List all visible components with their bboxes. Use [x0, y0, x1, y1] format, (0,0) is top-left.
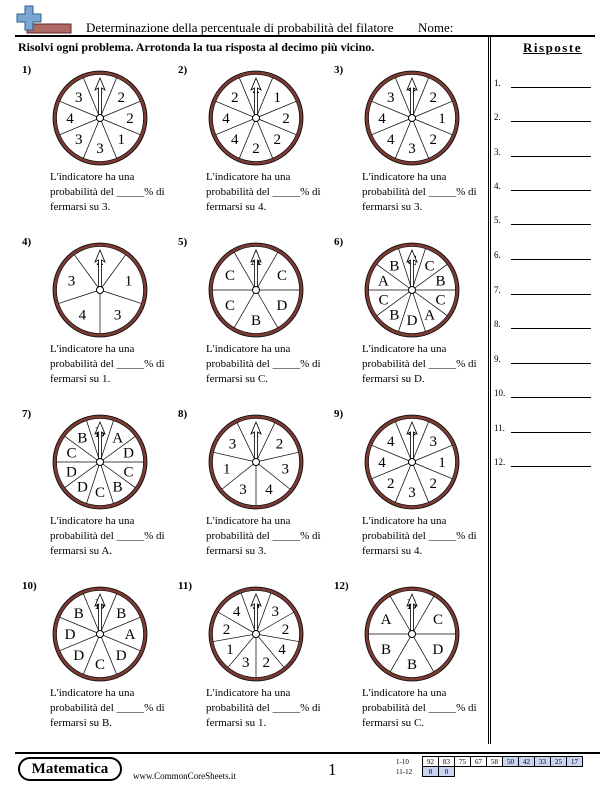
- problem-text-line: probabilità del _____% di: [206, 358, 321, 370]
- problem: [22, 580, 177, 750]
- sector-label: A: [378, 273, 389, 290]
- score-cell: 92: [423, 757, 439, 767]
- spinner: [206, 412, 306, 512]
- sector-label: C: [432, 612, 443, 628]
- spinner-hub: [253, 287, 260, 294]
- score-cell: 83: [439, 757, 455, 767]
- problem-text-line: probabilità del _____% di: [206, 530, 321, 542]
- page-title: Determinazione della percentuale di probabilità del filatore: [86, 20, 394, 35]
- sector-label: 2: [273, 132, 281, 149]
- sector-label: 1: [223, 461, 231, 478]
- problem-text-line: L'indicatore ha una: [362, 515, 447, 527]
- problem-text: [50, 342, 180, 387]
- spinner: [50, 240, 150, 340]
- sector-label: 3: [281, 461, 289, 478]
- problem-text-line: [50, 200, 180, 215]
- sector-label: C: [123, 464, 134, 481]
- problem-number: 7): [22, 408, 32, 420]
- problem-text-line: probabilità del _____% di: [206, 186, 321, 198]
- sector-label: B: [250, 313, 262, 329]
- sector-label: C: [435, 292, 446, 309]
- problem-text-line: L'indicatore ha una: [206, 687, 291, 699]
- problem-text-line: [50, 544, 180, 559]
- sector-label: 3: [67, 273, 76, 290]
- answer-number: 12.: [494, 457, 506, 467]
- problem-number: 1): [22, 64, 32, 76]
- sector-label: C: [378, 292, 389, 309]
- problem: [22, 408, 177, 578]
- sector-label: A: [112, 430, 124, 447]
- problem-text-line: L'indicatore ha una: [50, 171, 135, 183]
- problem-text-line: [362, 716, 492, 731]
- spinner-hub: [97, 287, 104, 294]
- sector-label: 3: [271, 604, 280, 621]
- problem-text-prefix: fermarsi su: [50, 717, 102, 729]
- sector-label: 4: [378, 455, 386, 471]
- problem-text-line: probabilità del _____% di: [362, 530, 477, 542]
- problem-target: 4.: [413, 545, 423, 557]
- answer-row: [494, 354, 594, 370]
- score-cell: 42: [519, 757, 535, 767]
- sector-label: 2: [275, 436, 284, 453]
- answer-row: [494, 457, 594, 473]
- sector-label: 4: [232, 604, 241, 621]
- answer-row: [494, 250, 594, 266]
- answers-title: Risposte: [523, 40, 582, 55]
- problem-number: 3): [334, 64, 344, 76]
- problem-text: [362, 170, 492, 215]
- sector-label: A: [124, 627, 136, 643]
- problem-text: [50, 686, 180, 731]
- problem: [334, 580, 489, 750]
- problem-text-line: [206, 200, 336, 215]
- sector-label: 4: [278, 642, 286, 658]
- answer-number: 9.: [494, 354, 501, 364]
- problem-text: [50, 170, 180, 215]
- score-cell: 67: [471, 757, 487, 767]
- problem-number: 9): [334, 408, 344, 420]
- problem-target: D.: [413, 373, 425, 385]
- score-cell: 58: [487, 757, 503, 767]
- site-url: www.CommonCoreSheets.it: [133, 771, 236, 781]
- problem-text: [206, 170, 336, 215]
- answer-row: [494, 181, 594, 197]
- problem-number: 12): [334, 580, 349, 592]
- sector-label: D: [123, 445, 134, 462]
- answer-blank[interactable]: [511, 466, 591, 467]
- answer-row: [494, 319, 594, 335]
- problem-text-line: [50, 372, 180, 387]
- sector-label: 1: [117, 132, 125, 149]
- spinner: [50, 584, 150, 684]
- sector-label: 2: [126, 111, 134, 127]
- problem: [178, 236, 333, 406]
- problem-text-prefix: fermarsi su: [362, 201, 414, 213]
- sector-label: 2: [282, 111, 290, 127]
- problem-text: [362, 686, 492, 731]
- problem-text-line: [206, 544, 336, 559]
- brand-badge: Matematica: [18, 757, 122, 781]
- sector-label: 3: [239, 482, 247, 499]
- problem-number: 8): [178, 408, 188, 420]
- answer-number: 11.: [494, 423, 505, 433]
- score-cell: 33: [535, 757, 551, 767]
- sector-label: 4: [387, 433, 395, 450]
- score-row-label: 1-10: [396, 757, 409, 766]
- sector-label: B: [112, 479, 123, 496]
- problem-text: [206, 342, 336, 387]
- problem-target: A.: [101, 545, 113, 557]
- score-row-1: [396, 757, 583, 767]
- answer-row: [494, 423, 594, 439]
- problem: [334, 236, 489, 406]
- answer-row: [494, 388, 594, 404]
- score-row-2: [396, 767, 583, 777]
- problem-number: 10): [22, 580, 37, 592]
- problem-text-prefix: fermarsi su: [50, 373, 102, 385]
- sector-label: 3: [113, 307, 122, 324]
- sector-label: A: [424, 307, 436, 324]
- problem-text-line: L'indicatore ha una: [362, 687, 447, 699]
- answer-row: [494, 147, 594, 163]
- answer-row: [494, 112, 594, 128]
- problem-text-prefix: fermarsi su: [362, 717, 414, 729]
- sector-label: D: [406, 313, 418, 329]
- problem: [178, 580, 333, 750]
- score-cell: 0: [439, 767, 455, 777]
- sector-label: D: [432, 642, 444, 658]
- spinner: [206, 584, 306, 684]
- sector-label: 1: [226, 642, 234, 658]
- sector-label: D: [64, 627, 76, 643]
- score-cell: 75: [455, 757, 471, 767]
- problem-text-line: [206, 716, 336, 731]
- sector-label: 2: [262, 655, 271, 672]
- problem-text-line: [362, 544, 492, 559]
- problem-text-prefix: fermarsi su: [206, 373, 258, 385]
- spinner-hub: [253, 459, 260, 466]
- problem-text-prefix: fermarsi su: [206, 201, 258, 213]
- sector-label: B: [389, 307, 400, 324]
- problem-text: [362, 514, 492, 559]
- sector-label: 3: [75, 89, 83, 106]
- problem: [22, 236, 177, 406]
- sector-label: 4: [78, 307, 87, 324]
- sector-label: 3: [228, 436, 237, 453]
- sector-label: 2: [231, 89, 239, 106]
- score-cell: 17: [567, 757, 583, 767]
- sector-label: 4: [378, 111, 386, 127]
- spinner: [206, 240, 306, 340]
- sector-label: 4: [387, 132, 395, 149]
- problem-text-line: L'indicatore ha una: [206, 515, 291, 527]
- answer-number: 1.: [494, 78, 501, 88]
- spinner-hub: [409, 287, 416, 294]
- spinner-hub: [409, 631, 416, 638]
- header-divider: [15, 35, 595, 37]
- sector-label: C: [94, 657, 106, 673]
- footer-divider: [15, 752, 600, 754]
- problem-target: 1.: [101, 373, 111, 385]
- spinner: [362, 412, 462, 512]
- sector-label: D: [73, 648, 85, 665]
- problem-number: 5): [178, 236, 188, 248]
- sector-label: B: [389, 258, 400, 275]
- sector-label: 2: [117, 89, 125, 106]
- problem-text-prefix: fermarsi su: [362, 373, 414, 385]
- sector-label: 1: [124, 273, 133, 290]
- problem-text-line: L'indicatore ha una: [206, 171, 291, 183]
- sector-label: 3: [75, 132, 83, 149]
- score-cell: 25: [551, 757, 567, 767]
- sector-label: B: [73, 605, 84, 622]
- sector-label: 3: [429, 433, 437, 450]
- answer-row: [494, 78, 594, 94]
- problem-text-line: probabilità del _____% di: [206, 702, 321, 714]
- sector-label: C: [424, 258, 435, 275]
- problem-text: [362, 342, 492, 387]
- problem-number: 4): [22, 236, 32, 248]
- problem-target: 3.: [101, 201, 111, 213]
- sector-label: 3: [241, 655, 250, 672]
- problem-text-line: probabilità del _____% di: [50, 530, 165, 542]
- sector-label: 1: [273, 89, 281, 106]
- sector-label: 1: [438, 455, 446, 471]
- sector-label: C: [94, 485, 106, 501]
- answer-blank[interactable]: [511, 190, 591, 191]
- answer-blank[interactable]: [511, 259, 591, 260]
- spinner: [50, 68, 150, 168]
- problem-target: 1.: [257, 717, 267, 729]
- problem-text-line: [206, 372, 336, 387]
- sector-label: B: [381, 642, 392, 658]
- sector-label: 2: [252, 141, 260, 157]
- answer-number: 7.: [494, 285, 501, 295]
- problem-text-line: L'indicatore ha una: [362, 171, 447, 183]
- problem-text: [206, 514, 336, 559]
- answer-blank[interactable]: [511, 87, 591, 88]
- sector-label: B: [116, 605, 127, 622]
- problem-number: 11): [178, 580, 193, 592]
- problem-text-line: probabilità del _____% di: [362, 186, 477, 198]
- spinner-hub: [409, 459, 416, 466]
- spinner: [362, 240, 462, 340]
- sector-label: B: [406, 657, 418, 673]
- spinner-hub: [97, 631, 104, 638]
- spinner: [362, 68, 462, 168]
- problem-text-line: [50, 716, 180, 731]
- sector-label: 4: [265, 482, 273, 499]
- answer-number: 10.: [494, 388, 506, 398]
- problem-text-prefix: fermarsi su: [50, 201, 102, 213]
- answer-blank[interactable]: [511, 294, 591, 295]
- problem-text: [206, 686, 336, 731]
- problem-number: 6): [334, 236, 344, 248]
- answer-blank[interactable]: [511, 224, 591, 225]
- answer-number: 8.: [494, 319, 501, 329]
- spinner-hub: [409, 115, 416, 122]
- sector-label: B: [77, 430, 88, 447]
- problem: [22, 64, 177, 234]
- sector-label: 3: [96, 141, 104, 157]
- answer-number: 2.: [494, 112, 501, 122]
- sector-label: D: [66, 464, 77, 481]
- problem-target: 4.: [257, 201, 267, 213]
- problem: [334, 408, 489, 578]
- answer-blank[interactable]: [511, 432, 591, 433]
- answer-blank[interactable]: [511, 156, 591, 157]
- problem-target: 3.: [257, 545, 267, 557]
- problem: [178, 64, 333, 234]
- answer-number: 6.: [494, 250, 501, 260]
- spinner-hub: [97, 459, 104, 466]
- problem-text-line: L'indicatore ha una: [50, 343, 135, 355]
- instructions: Risolvi ogni problema. Arrotonda la tua risposta al decimo più vicino.: [18, 40, 375, 54]
- sector-label: D: [76, 479, 88, 496]
- score-table: [396, 756, 583, 777]
- answer-number: 5.: [494, 215, 501, 225]
- problem-text-line: [362, 200, 492, 215]
- score-cell: 8: [423, 767, 439, 777]
- problem-text-prefix: fermarsi su: [362, 545, 414, 557]
- answer-number: 3.: [494, 147, 501, 157]
- sector-label: C: [276, 268, 287, 284]
- problem-text-line: [362, 372, 492, 387]
- problem-text-line: probabilità del _____% di: [362, 358, 477, 370]
- sector-label: D: [276, 298, 288, 314]
- answer-blank[interactable]: [511, 121, 591, 122]
- spinner-hub: [253, 115, 260, 122]
- sector-label: 4: [231, 132, 239, 149]
- name-label: Nome:: [418, 20, 454, 35]
- spinner-hub: [253, 631, 260, 638]
- problem-text-line: L'indicatore ha una: [50, 515, 135, 527]
- problem-text-line: probabilità del _____% di: [50, 702, 165, 714]
- sector-label: 2: [429, 89, 437, 106]
- sector-label: C: [66, 445, 77, 462]
- sector-label: 3: [408, 141, 416, 157]
- problem-text-prefix: fermarsi su: [206, 717, 258, 729]
- problem-text-prefix: fermarsi su: [206, 545, 258, 557]
- problem-text-line: L'indicatore ha una: [206, 343, 291, 355]
- spinner-hub: [97, 115, 104, 122]
- problem-text-line: L'indicatore ha una: [362, 343, 447, 355]
- answer-number: 4.: [494, 181, 501, 191]
- sector-label: 3: [387, 89, 395, 106]
- spinner: [362, 584, 462, 684]
- sector-label: 2: [429, 476, 437, 493]
- sector-label: 4: [66, 111, 74, 127]
- sector-label: A: [380, 612, 392, 628]
- problem-target: 3.: [413, 201, 423, 213]
- spinner: [206, 68, 306, 168]
- answer-row: [494, 285, 594, 301]
- problem-target: B.: [101, 717, 113, 729]
- answer-row: [494, 215, 594, 231]
- page-number: 1: [328, 760, 337, 779]
- problem-text: [50, 514, 180, 559]
- sector-label: B: [435, 273, 446, 290]
- spinner: [50, 412, 150, 512]
- problem: [178, 408, 333, 578]
- sector-label: 1: [438, 111, 446, 127]
- problem-number: 2): [178, 64, 188, 76]
- sector-label: 2: [429, 132, 437, 149]
- problem-target: C.: [257, 373, 269, 385]
- sector-label: 3: [408, 485, 416, 501]
- score-cell: 50: [503, 757, 519, 767]
- problem-text-line: probabilità del _____% di: [362, 702, 477, 714]
- problem-text-line: L'indicatore ha una: [50, 687, 135, 699]
- answer-blank[interactable]: [511, 363, 591, 364]
- sector-label: C: [225, 298, 236, 314]
- sector-label: C: [225, 268, 236, 284]
- logo-icon: [15, 4, 75, 38]
- problem-text-line: probabilità del _____% di: [50, 186, 165, 198]
- problem: [334, 64, 489, 234]
- sector-label: 4: [222, 111, 230, 127]
- sector-label: 2: [222, 621, 231, 638]
- sector-label: 2: [281, 621, 290, 638]
- problem-text-line: probabilità del _____% di: [50, 358, 165, 370]
- answer-blank[interactable]: [511, 397, 591, 398]
- sector-label: 2: [387, 476, 395, 493]
- problem-text-prefix: fermarsi su: [50, 545, 102, 557]
- score-row-label: 11-12: [396, 767, 413, 776]
- problem-target: C.: [413, 717, 425, 729]
- sector-label: D: [115, 648, 127, 665]
- answer-blank[interactable]: [511, 328, 591, 329]
